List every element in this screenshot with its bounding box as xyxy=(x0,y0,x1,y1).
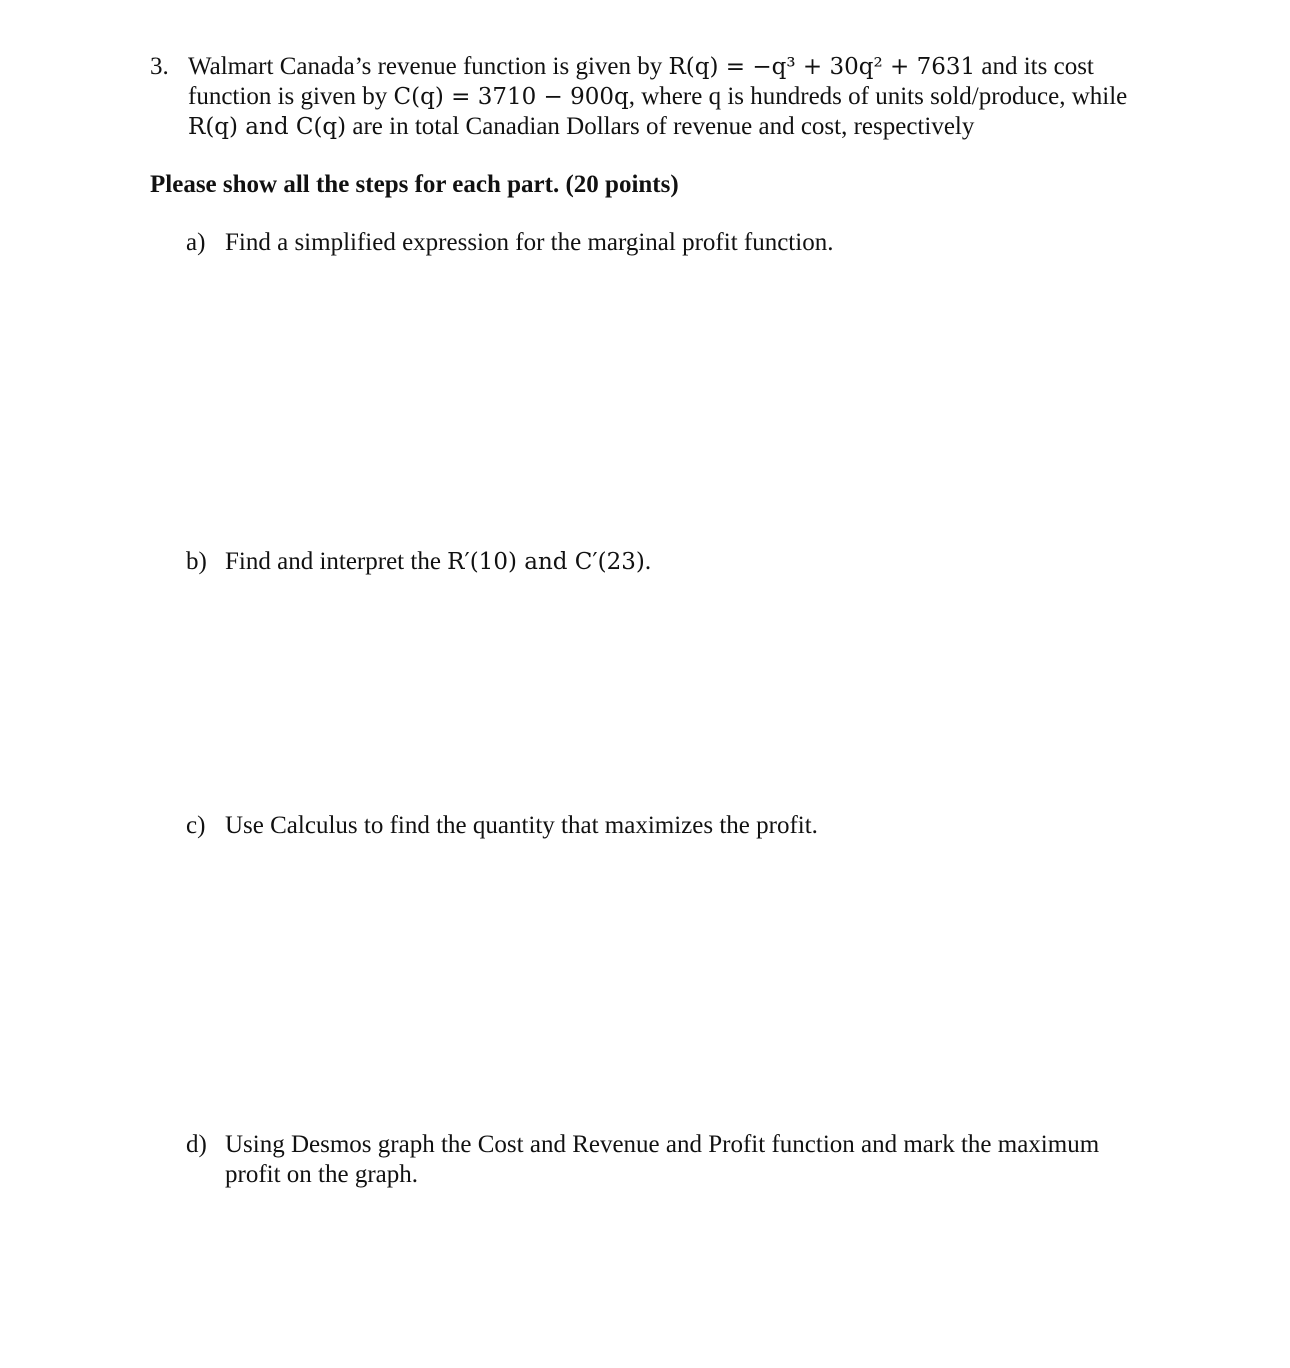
part-a-text: Find a simplified expression for the marginal profit function. xyxy=(225,229,834,256)
part-d-label: d) xyxy=(186,1131,207,1158)
part-a-label: a) xyxy=(186,229,206,256)
function-names: R(q) and C(q) xyxy=(188,114,347,140)
question-statement xyxy=(188,52,1148,142)
derivative-expression: R′(10) and C′(23) xyxy=(447,549,645,575)
part-c-text: Use Calculus to find the quantity that maximizes the profit. xyxy=(225,812,818,839)
part-d-text: Using Desmos graph the Cost and Revenue and Profit function and mark the maximum profit on the graph. xyxy=(225,1131,1100,1188)
part-b-text: Find and interpret the R′(10) and C′(23). xyxy=(225,548,652,575)
question-number: 3. xyxy=(150,53,169,80)
cost-function: C(q) = 3710 − 900q xyxy=(393,84,629,110)
part-c-label: c) xyxy=(186,812,206,839)
part-b-label: b) xyxy=(186,548,207,575)
question-line-3: R(q) and C(q) are in total Canadian Dollars of revenue and cost, respectively xyxy=(188,113,975,140)
instruction-heading: Please show all the steps for each part. (20 points) xyxy=(150,171,679,198)
question-line-1: Walmart Canada’s revenue function is given by R(q) = −q³ + 30q² + 7631 and its cost xyxy=(188,53,1094,80)
revenue-function: R(q) = −q³ + 30q² + 7631 xyxy=(668,54,976,80)
question-line-2: function is given by C(q) = 3710 − 900q, where q is hundreds of units sold/produce, while xyxy=(188,83,1128,110)
